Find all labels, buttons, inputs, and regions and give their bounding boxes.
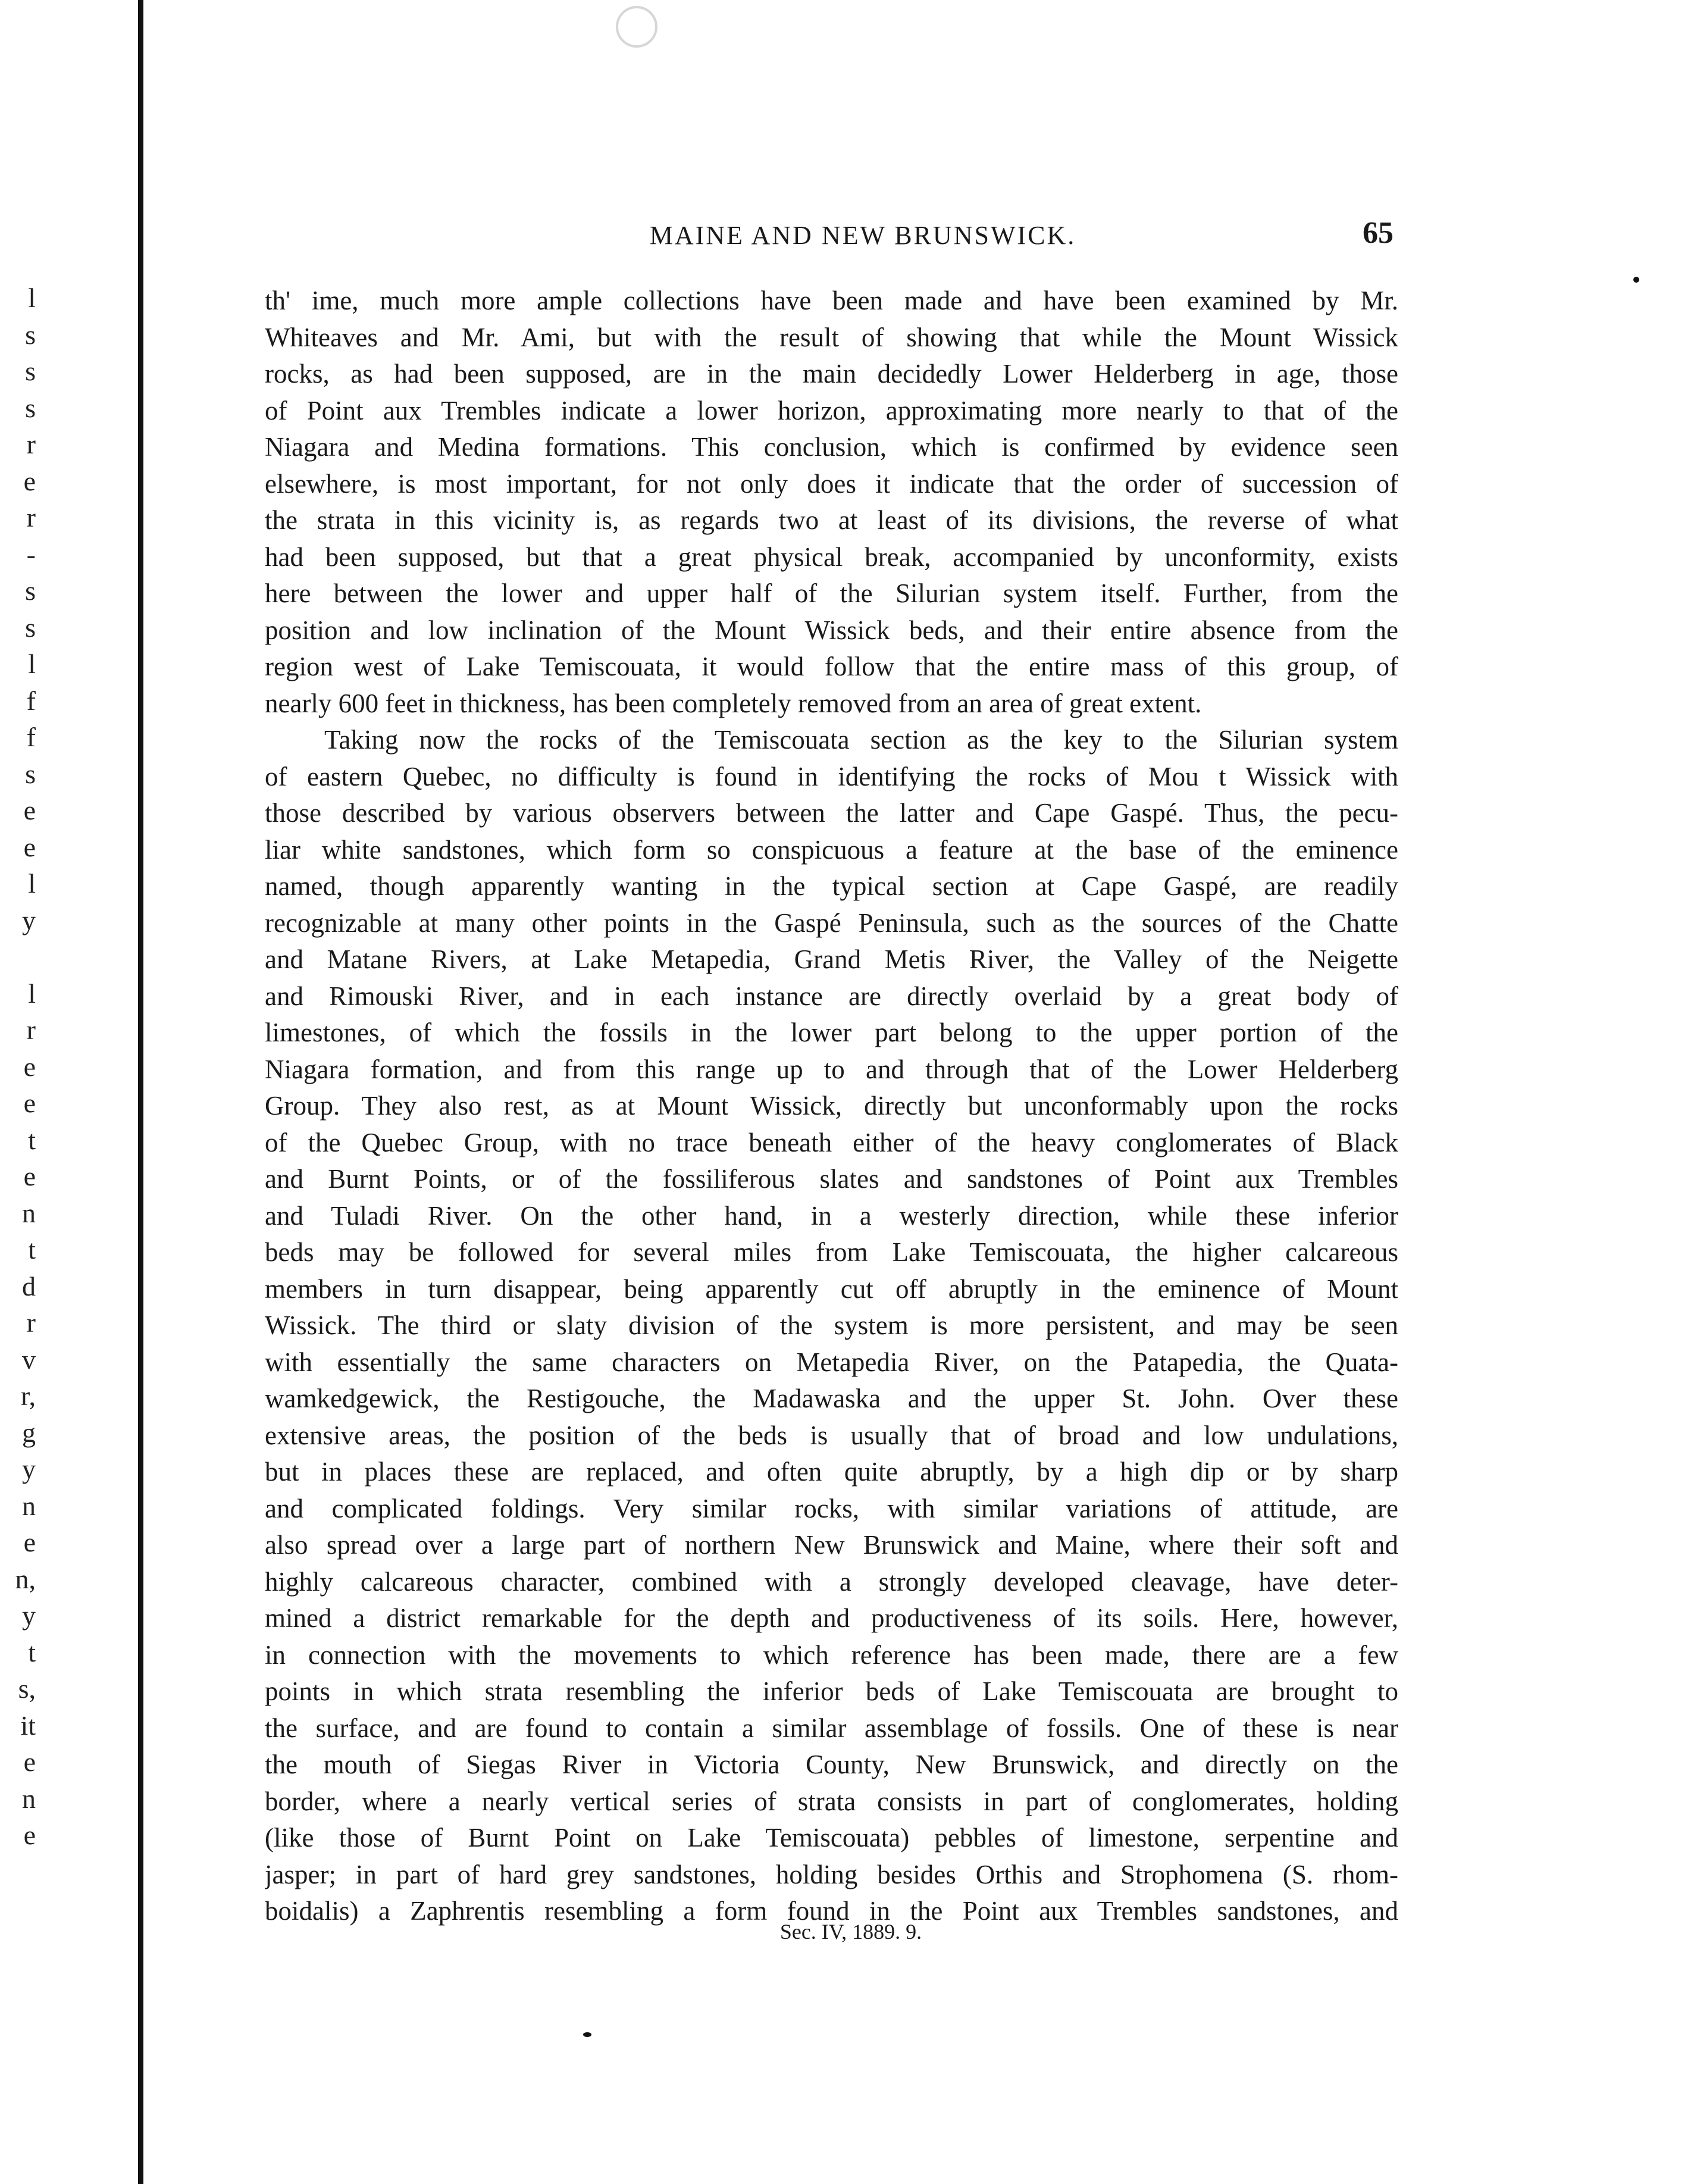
margin-fragment: f [26, 722, 36, 752]
margin-fragment: e [23, 795, 36, 825]
text-line: named, though apparently wanting in the typical section at Cape Gaspé, are readily [265, 871, 1398, 901]
signature-footer: Sec. IV, 1889. 9. [779, 1920, 922, 1944]
text-line: and Burnt Points, or of the fossiliferous slates and sandstones of Point aux Trembles [265, 1164, 1398, 1194]
text-line: th' ime, much more ample collections have been made and have been examined by Mr. [265, 286, 1398, 315]
margin-fragment: f [26, 685, 36, 716]
margin-fragment: s [25, 575, 36, 606]
margin-fragment: t [28, 1234, 36, 1265]
margin-fragment: e [23, 1161, 36, 1191]
text-line: and complicated foldings. Very similar rocks, with similar variations of attitude, are [265, 1493, 1398, 1523]
text-line: the surface, and are found to contain a similar assemblage of fossils. One of these is near [265, 1713, 1398, 1743]
facing-page-fragments [0, 280, 36, 1854]
binding-edge [138, 0, 143, 2184]
text-line: mined a district remarkable for the depth and productiveness of its soils. Here, however, [265, 1603, 1398, 1633]
margin-fragment: - [26, 539, 36, 570]
text-line: of the Quebec Group, with no trace beneath either of the heavy conglomerates of Black [265, 1127, 1398, 1157]
margin-fragment: v [22, 1344, 36, 1375]
text-line: liar white sandstones, which form so conspicuous a feature at the base of the eminence [265, 834, 1398, 865]
text-line: Group. They also rest, as at Mount Wissick, directly but unconformably upon the rocks [265, 1091, 1398, 1121]
text-line: those described by various observers between the latter and Cape Gaspé. Thus, the pecu- [265, 798, 1398, 828]
margin-fragment: t [28, 1637, 36, 1667]
running-title: MAINE AND NEW BRUNSWICK. [649, 221, 1076, 250]
margin-fragment: e [23, 1088, 36, 1118]
text-line: jasper; in part of hard grey sandstones, holding besides Orthis and Strophomena (S. rhom- [265, 1859, 1398, 1889]
text-line: recognizable at many other points in the Gaspé Peninsula, such as the sources of the Chatte [265, 908, 1398, 938]
margin-fragment: e [23, 1527, 36, 1557]
margin-fragment: s [25, 319, 36, 350]
margin-fragment: s [25, 392, 36, 423]
page-number: 65 [1363, 216, 1394, 250]
text-line: border, where a nearly vertical series of strata consists in part of conglomerates, holding [265, 1786, 1398, 1816]
text-line: position and low inclination of the Mount Wissick beds, and their entire absence from the [265, 615, 1398, 645]
text-line: region west of Lake Temiscouata, it would follow that the entire mass of this group, of [265, 652, 1398, 681]
library-stamp [616, 6, 657, 48]
text-line: also spread over a large part of northern New Brunswick and Maine, where their soft and [265, 1530, 1398, 1560]
margin-fragment: n, [15, 1563, 36, 1594]
margin-fragment: e [23, 831, 36, 862]
margin-fragment: e [23, 1747, 36, 1777]
margin-fragment: l [28, 649, 36, 679]
margin-fragment: s [25, 612, 36, 643]
text-line: and Rimouski River, and in each instance are directly overlaid by a great body of [265, 981, 1398, 1011]
text-line: highly calcareous character, combined with a strongly developed cleavage, have deter- [265, 1566, 1398, 1597]
text-line: points in which strata resembling the inferior beds of Lake Temiscouata are brought to [265, 1676, 1398, 1706]
text-line: Niagara formation, and from this range up to and through that of the Lower Helderberg [265, 1054, 1398, 1084]
text-line: rocks, as had been supposed, are in the main decidedly Lower Helderberg in age, those [265, 359, 1398, 389]
text-line: extensive areas, the position of the beds is usually that of broad and low undulations, [265, 1420, 1398, 1450]
text-line: limestones, of which the fossils in the lower part belong to the upper portion of the [265, 1018, 1398, 1047]
text-line: nearly 600 feet in thickness, has been completely removed from an area of great extent. [265, 688, 1202, 718]
text-line: in connection with the movements to which reference has been made, there are a few [265, 1639, 1398, 1670]
text-line: and Matane Rivers, at Lake Metapedia, Grand Metis River, the Valley of the Neigette [265, 944, 1398, 974]
text-line: the strata in this vicinity is, as regards two at least of its divisions, the reverse of what [265, 505, 1398, 535]
margin-fragment: n [22, 1783, 36, 1814]
text-line: here between the lower and upper half of the Silurian system itself. Further, from the [265, 578, 1398, 608]
margin-fragment: n [22, 1490, 36, 1521]
body-text [265, 283, 1398, 1930]
text-line: but in places these are replaced, and often quite abruptly, by a high dip or by sharp [265, 1457, 1398, 1487]
text-line: wamkedgewick, the Restigouche, the Madawaska and the upper St. John. Over these [265, 1384, 1398, 1413]
ink-speck [1633, 277, 1639, 283]
margin-fragment: e [23, 465, 36, 496]
margin-fragment [0, 938, 36, 975]
margin-fragment: l [28, 283, 36, 313]
margin-fragment: r, [21, 1381, 36, 1411]
text-line: boidalis) a Zaphrentis resembling a form found in the Point aux Trembles sandstones, and [265, 1896, 1398, 1926]
text-line: had been supposed, but that a great physical break, accompanied by unconformity, exists [265, 542, 1398, 572]
margin-fragment: r [26, 1015, 36, 1045]
margin-fragment: s, [18, 1673, 36, 1704]
margin-fragment: r [26, 429, 36, 459]
text-line: Niagara and Medina formations. This conclusion, which is confirmed by evidence seen [265, 432, 1398, 462]
margin-fragment: d [22, 1271, 36, 1301]
text-line: elsewhere, is most important, for not only does it indicate that the order of succession of [265, 468, 1398, 499]
text-line: and Tuladi River. On the other hand, in a westerly direction, while these inferior [265, 1200, 1398, 1231]
margin-fragment: s [25, 758, 36, 789]
text-line: Taking now the rocks of the Temiscouata section as the key to the Silurian system [324, 725, 1398, 755]
text-line: beds may be followed for several miles from Lake Temiscouata, the higher calcareous [265, 1237, 1398, 1267]
margin-fragment: g [22, 1417, 36, 1448]
text-line: with essentially the same characters on Metapedia River, on the Patapedia, the Quata- [265, 1347, 1398, 1377]
text-line: Wissick. The third or slaty division of the system is more persistent, and may be seen [265, 1310, 1398, 1340]
text-line: members in turn disappear, being apparently cut off abruptly in the eminence of Mount [265, 1274, 1398, 1304]
margin-fragment: y [22, 905, 36, 935]
text-line: the mouth of Siegas River in Victoria County, New Brunswick, and directly on the [265, 1750, 1398, 1779]
text-line: (like those of Burnt Point on Lake Temiscouata) pebbles of limestone, serpentine and [265, 1823, 1398, 1853]
margin-fragment: it [20, 1710, 36, 1741]
margin-fragment: e [23, 1820, 36, 1850]
ink-speck [583, 2032, 591, 2037]
margin-fragment: n [22, 1197, 36, 1228]
text-line: Whiteaves and Mr. Ami, but with the result of showing that while the Mount Wissick [265, 322, 1398, 352]
margin-fragment: y [22, 1454, 36, 1484]
margin-fragment: e [23, 1051, 36, 1082]
margin-fragment: s [25, 356, 36, 386]
margin-fragment: r [26, 1307, 36, 1338]
text-line: of Point aux Trembles indicate a lower horizon, approximating more nearly to that of the [265, 395, 1398, 425]
margin-fragment: l [28, 978, 36, 1009]
margin-fragment: y [22, 1600, 36, 1631]
margin-fragment: t [28, 1124, 36, 1155]
margin-fragment: r [26, 502, 36, 533]
text-line: of eastern Quebec, no difficulty is found in identifying the rocks of Mou t Wissick with [265, 761, 1398, 791]
margin-fragment: l [28, 868, 36, 899]
